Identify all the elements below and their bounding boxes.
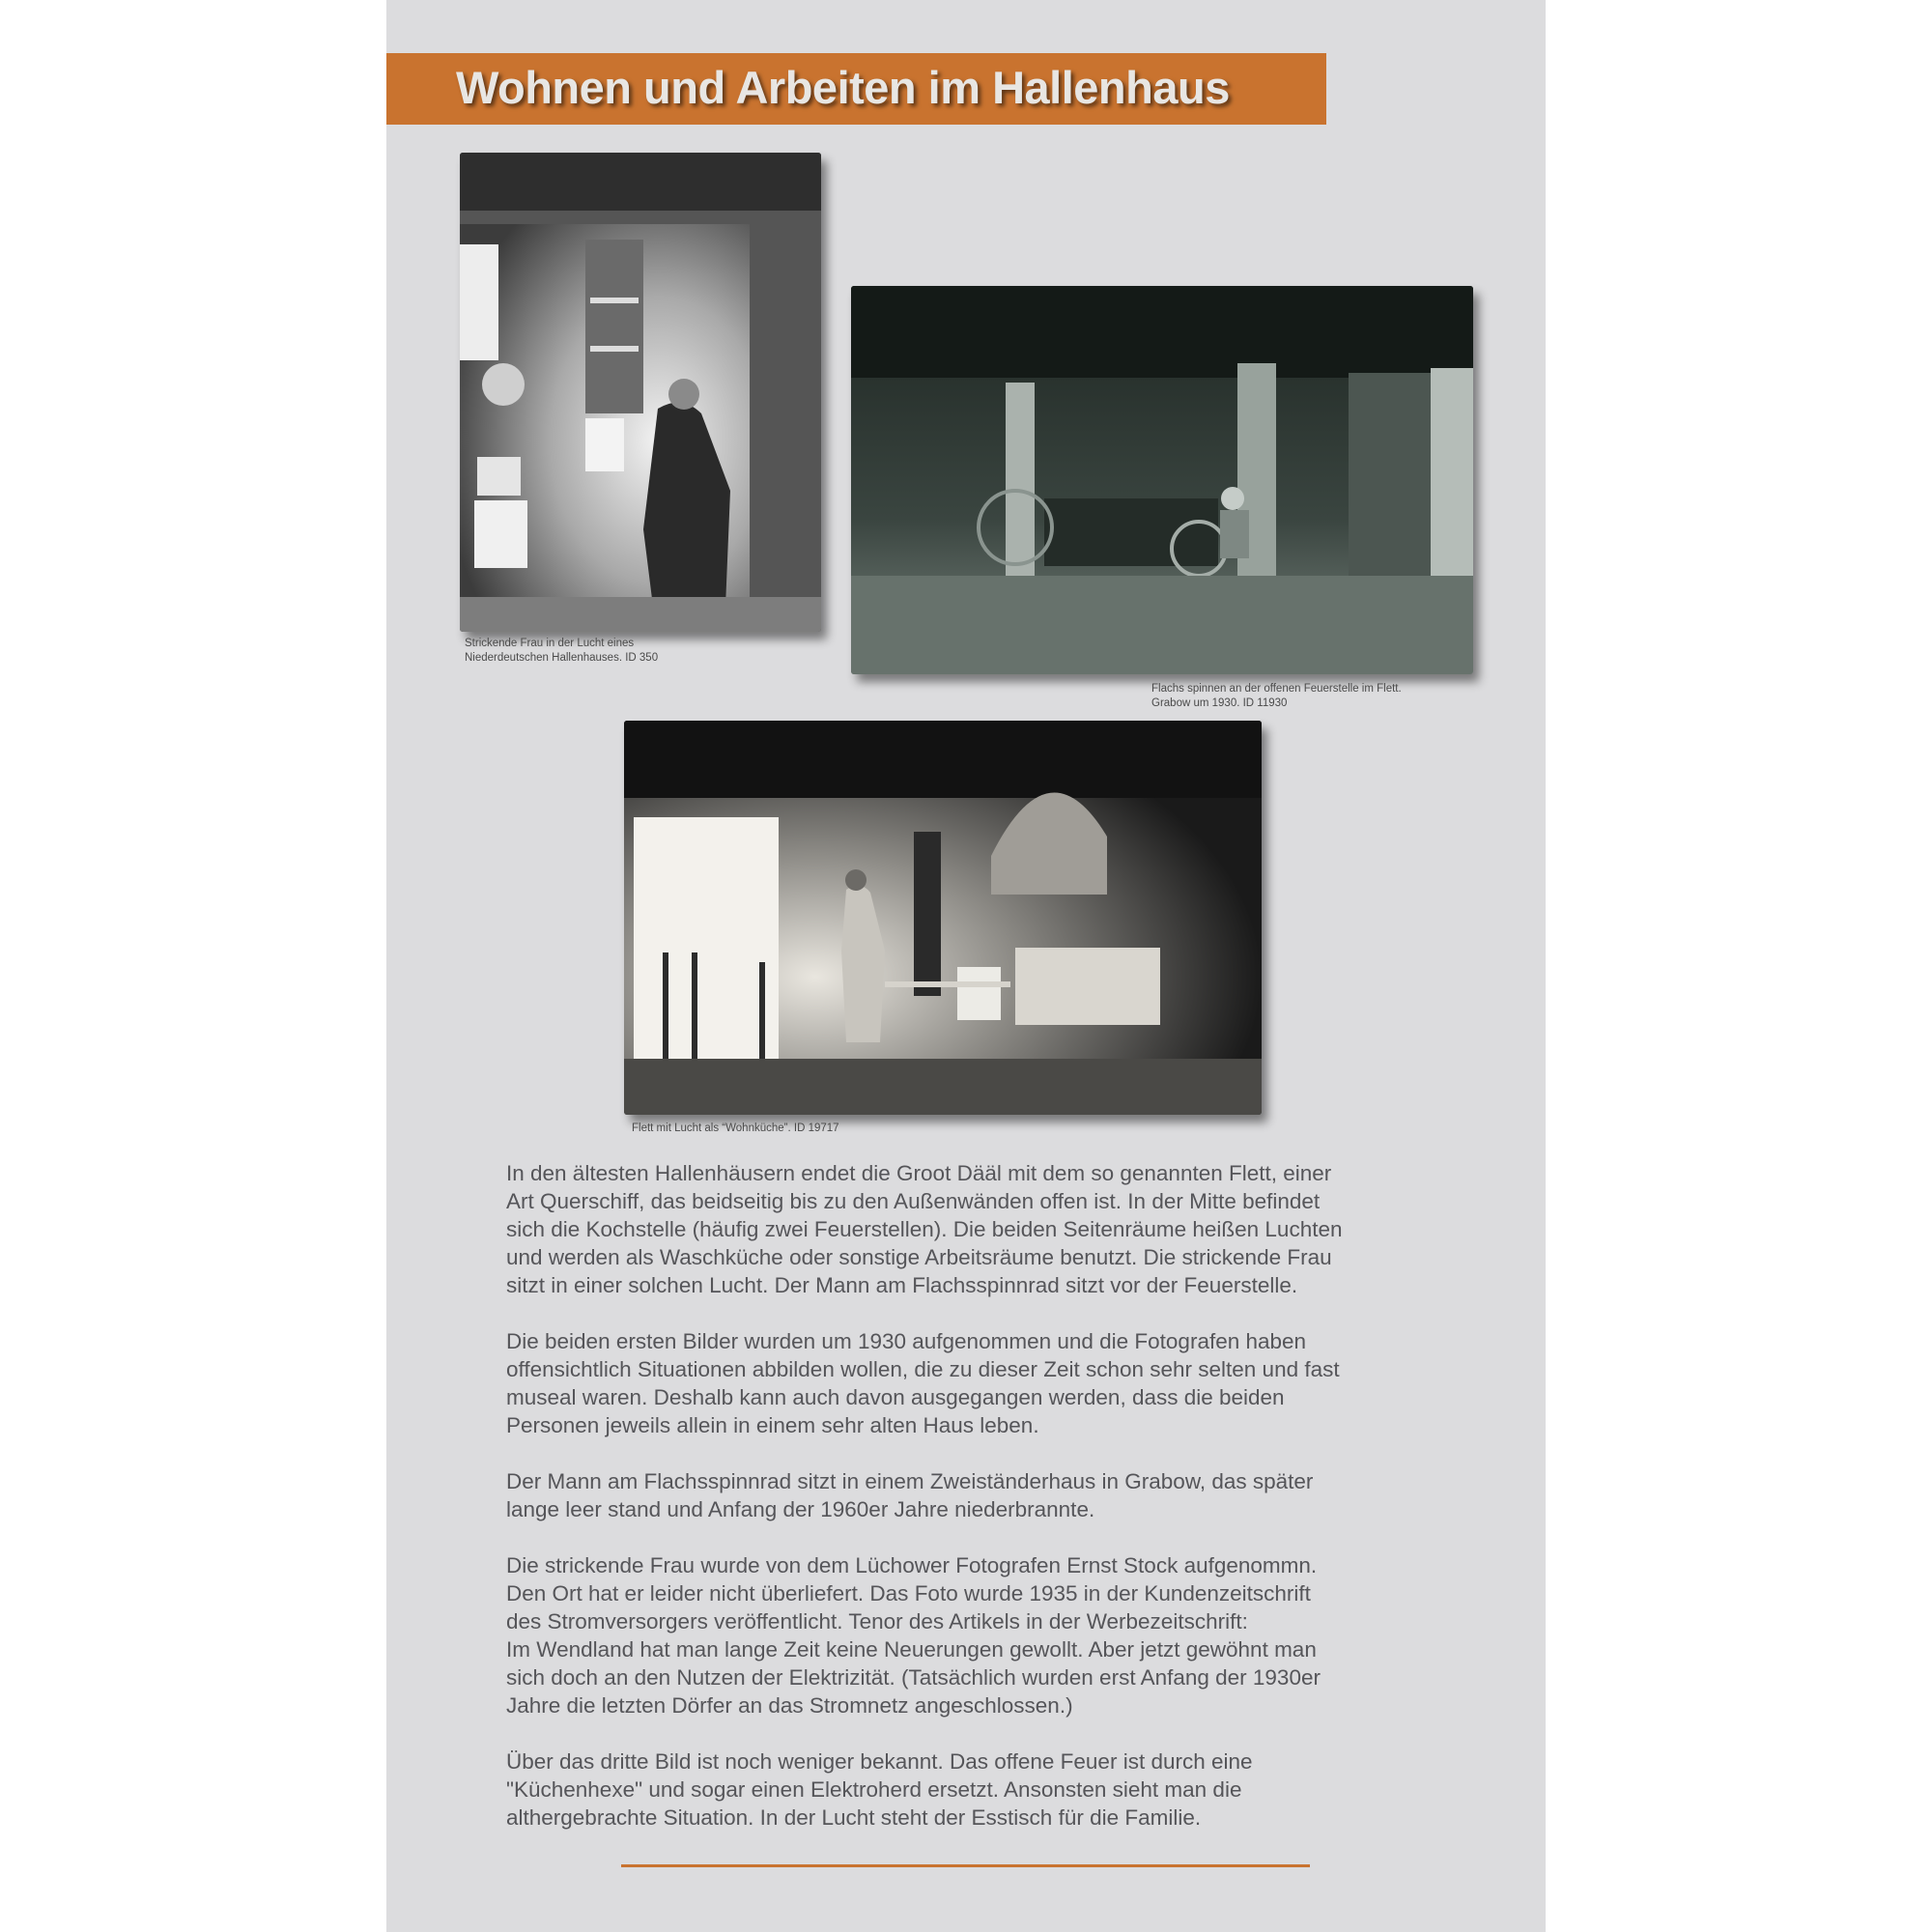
- paragraph-photos-1930: Die beiden ersten Bilder wurden um 1930 aufgenommen und die Fotografen haben offensichtlich Situationen abbilden wollen, die zu dieser Zeit schon sehr selten und fast museal waren. Deshalb kann auch davon ausgegangen werden, dass die beiden Personen jeweils allein in einem sehr alten Haus leben.: [506, 1329, 1340, 1437]
- caption-flax-spinning: Flachs spinnen an der offenen Feuerstelle im Flett. Grabow um 1930. ID 11930: [1151, 683, 1402, 709]
- paragraph-flett: In den ältesten Hallenhäusern endet die Groot Dääl mit dem so genannten Flett, einer Art Querschiff, das beidseitig bis zu den Außenwänden offen ist. In der Mitte befindet sich die Kochstelle (häufig zwei Feuerstellen). Die beiden Seitenräume heißen Luchten und werden als Waschküche oder sonstige Arbeitsräume benutzt. Die strickende Frau sitzt in einer solchen Lucht. Der Mann am Flachsspinnrad sitzt vor der Feuerstelle.: [506, 1161, 1343, 1297]
- photo-living-kitchen-image: [624, 721, 1262, 1115]
- page-title: Wohnen und Arbeiten im Hallenhaus: [456, 62, 1230, 113]
- caption-knitting-woman: Strickende Frau in der Lucht eines Niederdeutschen Hallenhauses. ID 350: [465, 638, 659, 664]
- photo-flax-spinning: [851, 286, 1473, 674]
- caption-living-kitchen: Flett mit Lucht als “Wohnküche”. ID 19717: [632, 1122, 839, 1134]
- body-text: [506, 1159, 1472, 1860]
- paragraph-third-photo: Über das dritte Bild ist noch weniger bekannt. Das offene Feuer ist durch eine "Küchenhexe" und sogar einen Elektroherd ersetzt. Ansonsten sieht man die althergebrachte Situation. In der Lucht steht der Esstisch für die Familie.: [506, 1749, 1253, 1830]
- photo-knitting-woman: [460, 153, 821, 632]
- photo-flax-spinning-image: [851, 286, 1473, 674]
- photo-knitting-woman-image: [460, 153, 821, 632]
- paragraph-ernst-stock: Die strickende Frau wurde von dem Lüchower Fotografen Ernst Stock aufgenommn. Den Ort hat er leider nicht überliefert. Das Foto wurde 1935 in der Kundenzeitschrift des Stromversorgers veröffentlicht. Tenor des Artikels in der Werbezeitschrift: Im Wendland hat man lange Zeit keine Neuerungen gewollt. Aber jetzt gewöhnt man sich doch an den Nutzen der Elektrizität. (Tatsächlich wurden erst Anfang der 1930er Jahre die letzten Dörfer an das Stromnetz angeschlossen.): [506, 1553, 1321, 1718]
- bottom-divider: [621, 1864, 1310, 1867]
- paragraph-grabow: Der Mann am Flachsspinnrad sitzt in einem Zweiständerhaus in Grabow, das später lange leer stand und Anfang der 1960er Jahre niederbrannte.: [506, 1469, 1314, 1521]
- photo-living-kitchen: [624, 721, 1262, 1115]
- title-banner: [386, 53, 1326, 125]
